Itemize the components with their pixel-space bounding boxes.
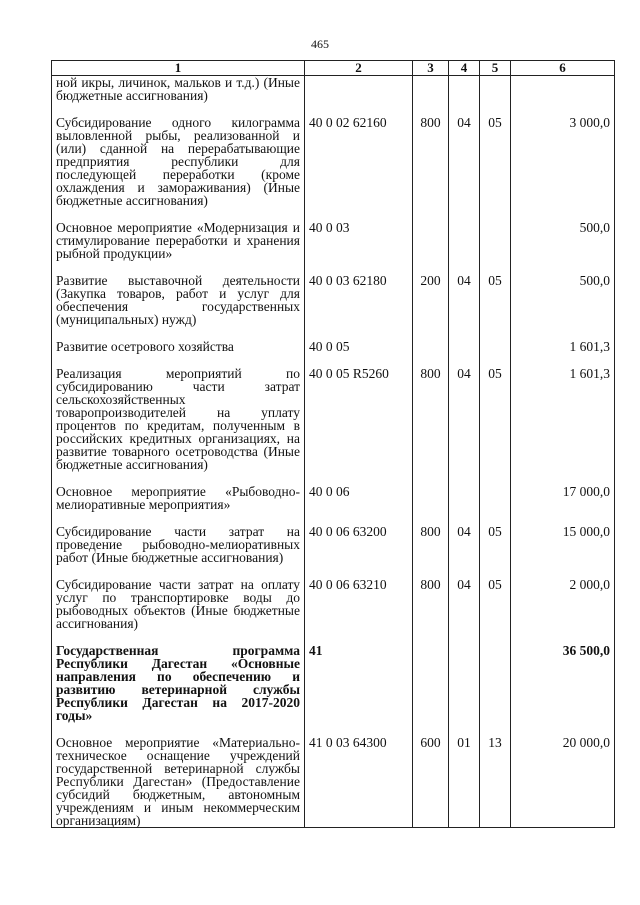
row-amount: 3 000,0 <box>511 116 615 207</box>
header-col-1: 1 <box>52 61 305 76</box>
spacer-cell <box>52 260 305 274</box>
spacer-cell <box>413 353 449 367</box>
spacer-cell <box>52 326 305 340</box>
row-spacer <box>52 722 615 736</box>
spacer-cell <box>413 722 449 736</box>
row-code: 41 0 03 64300 <box>305 736 413 828</box>
row-spacer <box>52 260 615 274</box>
spacer-cell <box>305 630 413 644</box>
table-row <box>52 367 615 471</box>
row-col-5 <box>480 485 511 511</box>
row-spacer <box>52 207 615 221</box>
table-row <box>52 221 615 260</box>
row-col-5 <box>480 221 511 260</box>
header-col-5: 5 <box>480 61 511 76</box>
spacer-cell <box>449 102 480 116</box>
row-col-4 <box>449 485 480 511</box>
spacer-cell <box>52 722 305 736</box>
row-col-4 <box>449 221 480 260</box>
row-name: Реализация мероприятий по субсидированию части затрат сельскохозяйственных товаропроизводителей на уплату процентов по кредитам, полученным в российских кредитных организациях, на развитие товарного осетроводства (Иные бюджетные ассигнования) <box>52 367 305 471</box>
row-col-5: 05 <box>480 525 511 564</box>
spacer-cell <box>511 326 615 340</box>
spacer-cell <box>305 564 413 578</box>
spacer-cell <box>413 207 449 221</box>
spacer-cell <box>413 564 449 578</box>
spacer-cell <box>413 630 449 644</box>
row-col-4: 04 <box>449 367 480 471</box>
spacer-cell <box>305 207 413 221</box>
row-col-4: 04 <box>449 578 480 630</box>
row-amount: 20 000,0 <box>511 736 615 828</box>
spacer-cell <box>480 722 511 736</box>
spacer-cell <box>413 471 449 485</box>
spacer-cell <box>52 102 305 116</box>
spacer-cell <box>52 207 305 221</box>
table-row <box>52 274 615 326</box>
spacer-cell <box>52 471 305 485</box>
row-col-3: 800 <box>413 116 449 207</box>
spacer-cell <box>480 260 511 274</box>
spacer-cell <box>449 471 480 485</box>
spacer-cell <box>449 326 480 340</box>
page-number: 465 <box>311 37 329 51</box>
row-name: Субсидирование части затрат на проведение рыбоводно-мелиоративных работ (Иные бюджетные ассигнования) <box>52 525 305 564</box>
spacer-cell <box>449 353 480 367</box>
row-name: Развитие осетрового хозяйства <box>52 340 305 353</box>
table-row <box>52 76 615 103</box>
spacer-cell <box>511 630 615 644</box>
spacer-cell <box>305 511 413 525</box>
spacer-cell <box>305 102 413 116</box>
row-amount: 500,0 <box>511 221 615 260</box>
row-amount: 2 000,0 <box>511 578 615 630</box>
row-code <box>305 76 413 103</box>
spacer-cell <box>52 511 305 525</box>
row-code: 40 0 05 <box>305 340 413 353</box>
spacer-cell <box>511 353 615 367</box>
spacer-cell <box>480 564 511 578</box>
row-amount: 1 601,3 <box>511 340 615 353</box>
row-code: 40 0 06 63210 <box>305 578 413 630</box>
table-row <box>52 485 615 511</box>
spacer-cell <box>449 511 480 525</box>
spacer-cell <box>511 722 615 736</box>
row-name: Развитие выставочной деятельности (Закупка товаров, работ и услуг для обеспечения государственных (муниципальных) нужд) <box>52 274 305 326</box>
row-name: Основное мероприятие «Материально-техническое оснащение учреждений государственной ветеринарной службы Республики Дагестан» (Предоставление субсидий бюджетным, автономным учреждениям и иным некоммерческим организациям) <box>52 736 305 828</box>
table-row <box>52 578 615 630</box>
spacer-cell <box>480 102 511 116</box>
row-amount: 17 000,0 <box>511 485 615 511</box>
row-col-5 <box>480 644 511 722</box>
row-code: 40 0 03 62180 <box>305 274 413 326</box>
row-name: Государственная программа Республики Дагестан «Основные направления по обеспечению и развитию ветеринарной службы Республики Дагестан на 2017-2020 годы» <box>52 644 305 722</box>
spacer-cell <box>305 326 413 340</box>
row-col-3 <box>413 340 449 353</box>
row-spacer <box>52 326 615 340</box>
spacer-cell <box>511 511 615 525</box>
spacer-cell <box>52 564 305 578</box>
spacer-cell <box>413 260 449 274</box>
row-name: Основное мероприятие «Модернизация и стимулирование переработки и хранения рыбной продукции» <box>52 221 305 260</box>
row-code: 41 <box>305 644 413 722</box>
row-col-4 <box>449 340 480 353</box>
spacer-cell <box>511 260 615 274</box>
row-col-5 <box>480 76 511 103</box>
row-amount: 36 500,0 <box>511 644 615 722</box>
spacer-cell <box>449 260 480 274</box>
header-col-6: 6 <box>511 61 615 76</box>
spacer-cell <box>449 207 480 221</box>
row-amount: 15 000,0 <box>511 525 615 564</box>
row-code: 40 0 05 R5260 <box>305 367 413 471</box>
row-col-3: 800 <box>413 578 449 630</box>
row-code: 40 0 06 <box>305 485 413 511</box>
budget-table <box>51 60 615 828</box>
spacer-cell <box>413 511 449 525</box>
spacer-cell <box>480 511 511 525</box>
spacer-cell <box>305 471 413 485</box>
row-col-3: 800 <box>413 525 449 564</box>
row-col-5: 13 <box>480 736 511 828</box>
row-amount: 1 601,3 <box>511 367 615 471</box>
row-col-5: 05 <box>480 367 511 471</box>
spacer-cell <box>449 630 480 644</box>
table-row <box>52 644 615 722</box>
row-name: ной икры, личинок, мальков и т.д.) (Иные бюджетные ассигнования) <box>52 76 305 103</box>
row-amount: 500,0 <box>511 274 615 326</box>
row-col-4: 04 <box>449 274 480 326</box>
row-col-5: 05 <box>480 578 511 630</box>
row-spacer <box>52 630 615 644</box>
row-spacer <box>52 102 615 116</box>
spacer-cell <box>449 722 480 736</box>
header-col-4: 4 <box>449 61 480 76</box>
row-name: Основное мероприятие «Рыбоводно-мелиоративные мероприятия» <box>52 485 305 511</box>
spacer-cell <box>511 564 615 578</box>
spacer-cell <box>480 353 511 367</box>
row-col-3: 200 <box>413 274 449 326</box>
spacer-cell <box>480 471 511 485</box>
spacer-cell <box>305 722 413 736</box>
row-code: 40 0 03 <box>305 221 413 260</box>
header-row <box>52 61 615 76</box>
row-col-4: 04 <box>449 525 480 564</box>
table-row <box>52 736 615 828</box>
row-col-3 <box>413 644 449 722</box>
row-spacer <box>52 353 615 367</box>
row-col-4: 04 <box>449 116 480 207</box>
row-col-4 <box>449 76 480 103</box>
spacer-cell <box>52 630 305 644</box>
row-col-5: 05 <box>480 274 511 326</box>
spacer-cell <box>480 630 511 644</box>
table-row <box>52 116 615 207</box>
row-spacer <box>52 564 615 578</box>
row-col-5 <box>480 340 511 353</box>
spacer-cell <box>511 102 615 116</box>
spacer-cell <box>413 102 449 116</box>
row-amount <box>511 76 615 103</box>
spacer-cell <box>511 207 615 221</box>
row-col-3 <box>413 221 449 260</box>
header-col-2: 2 <box>305 61 413 76</box>
spacer-cell <box>305 353 413 367</box>
row-col-4 <box>449 644 480 722</box>
row-spacer <box>52 511 615 525</box>
spacer-cell <box>52 353 305 367</box>
header-col-3: 3 <box>413 61 449 76</box>
spacer-cell <box>449 564 480 578</box>
row-col-3 <box>413 485 449 511</box>
row-name: Субсидирование одного килограмма выловленной рыбы, реализованной и (или) сданной на перерабатывающие предприятия республики для последующей переработки (кроме охлаждения и замораживания) (Иные бюджетные ассигнования) <box>52 116 305 207</box>
spacer-cell <box>413 326 449 340</box>
table-row <box>52 340 615 353</box>
row-col-5: 05 <box>480 116 511 207</box>
row-code: 40 0 02 62160 <box>305 116 413 207</box>
table-row <box>52 525 615 564</box>
spacer-cell <box>480 207 511 221</box>
row-code: 40 0 06 63200 <box>305 525 413 564</box>
row-name: Субсидирование части затрат на оплату услуг по транспортировке воды до рыбоводных объектов (Иные бюджетные ассигнования) <box>52 578 305 630</box>
spacer-cell <box>511 471 615 485</box>
row-col-3: 600 <box>413 736 449 828</box>
row-spacer <box>52 471 615 485</box>
spacer-cell <box>305 260 413 274</box>
row-col-4: 01 <box>449 736 480 828</box>
spacer-cell <box>480 326 511 340</box>
row-col-3 <box>413 76 449 103</box>
row-col-3: 800 <box>413 367 449 471</box>
